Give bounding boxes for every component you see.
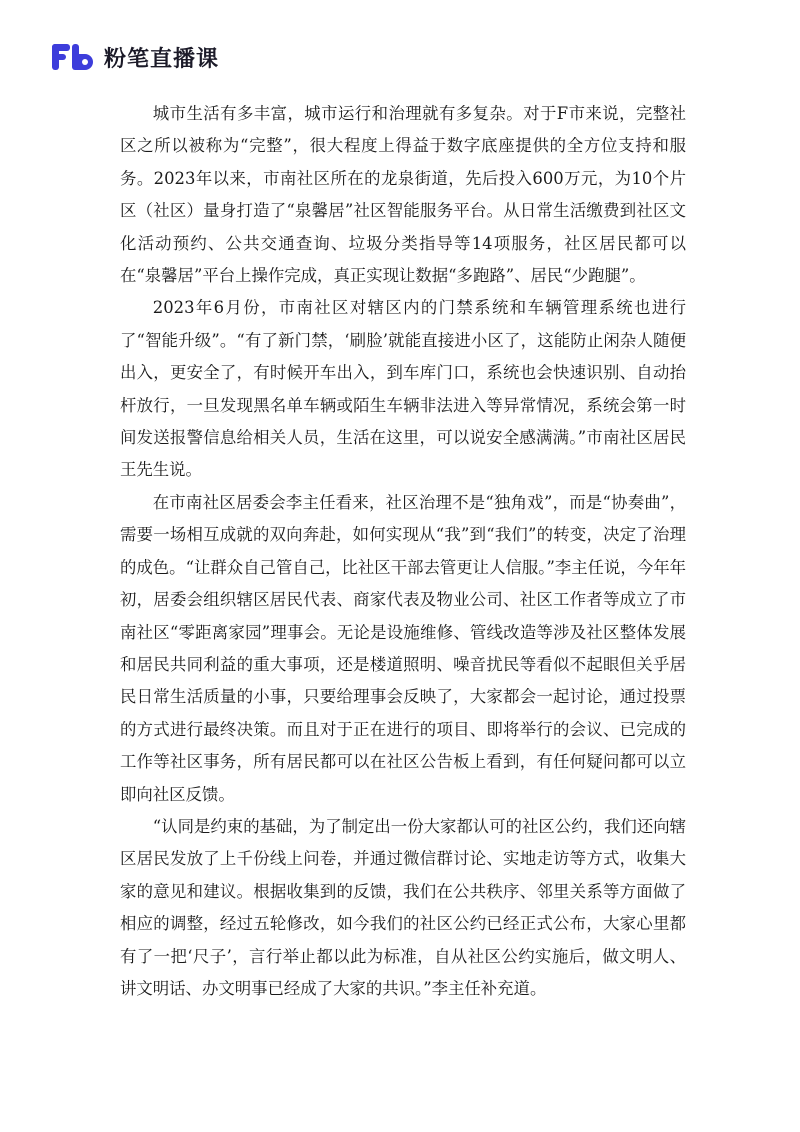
paragraph: “认同是约束的基础，为了制定出一份大家都认可的社区公约，我们还向辖区居民发放了上千份线上问卷，并通过微信群讨论、实地走访等方式，收集大家的意见和建议。根据收集到的反馈，我们在公共秩序、邻里关系等方面做了相应的调整，经过五轮修改，如今我们的社区公约已经正式公布，大家心里都有了一把‘尺子’，言行举止都以此为标准，自从社区公约实施后，做文明人、讲文明话、办文明事已经成了大家的共识。”李主任补充道。 [120, 816, 686, 998]
paragraph: 在市南社区居委会李主任看来，社区治理不是“独角戏”，而是“协奏曲”，需要一场相互成就的双向奔赴，如何实现从“我”到“我们”的转变，决定了治理的成色。“让群众自己管自己，比社区干部去管更让人信服。”李主任说，今年年初，居委会组织辖区居民代表、商家代表及物业公司、社区工作者等成立了市南社区“零距离家园”理事会。无论是设施维修、管线改造等涉及社区整体发展和居民共同利益的重大事项，还是楼道照明、噪音扰民等看似不起眼但关乎居民日常生活质量的小事，只要给理事会反映了，大家都会一起讨论，通过投票的方式进行最终决策。而且对于正在进行的项目、即将举行的会议、已完成的工作等社区事务，所有居民都可以在社区公告板上看到，有任何疑问都可以立即向社区反馈。 [120, 492, 686, 804]
fb-logo-icon [52, 42, 96, 72]
paragraph: 城市生活有多丰富，城市运行和治理就有多复杂。对于F市来说，完整社区之所以被称为“完整”，很大程度上得益于数字底座提供的全方位支持和服务。2023年以来，市南社区所在的龙泉街道，先后投入600万元，为10个片区（社区）量身打造了“泉馨居”社区智能服务平台。从日常生活缴费到社区文化活动预约、公共交通查询、垃圾分类指导等14项服务，社区居民都可以在“泉馨居”平台上操作完成，真正实现让数据“多跑路”、居民“少跑腿”。 [120, 104, 686, 286]
article-body [120, 98, 686, 1005]
paragraph: 2023年6月份，市南社区对辖区内的门禁系统和车辆管理系统也进行了“智能升级”。“有了新门禁，‘刷脸’就能直接进小区了，这能防止闲杂人随便出入，更安全了，有时候开车出入，到车库门口，系统也会快速识别、自动抬杆放行，一旦发现黑名单车辆或陌生车辆非法进入等异常情况，系统会第一时间发送报警信息给相关人员，生活在这里，可以说安全感满满。”市南社区居民王先生说。 [120, 298, 686, 480]
header [52, 40, 219, 74]
brand-name: 粉笔直播课 [104, 46, 220, 72]
